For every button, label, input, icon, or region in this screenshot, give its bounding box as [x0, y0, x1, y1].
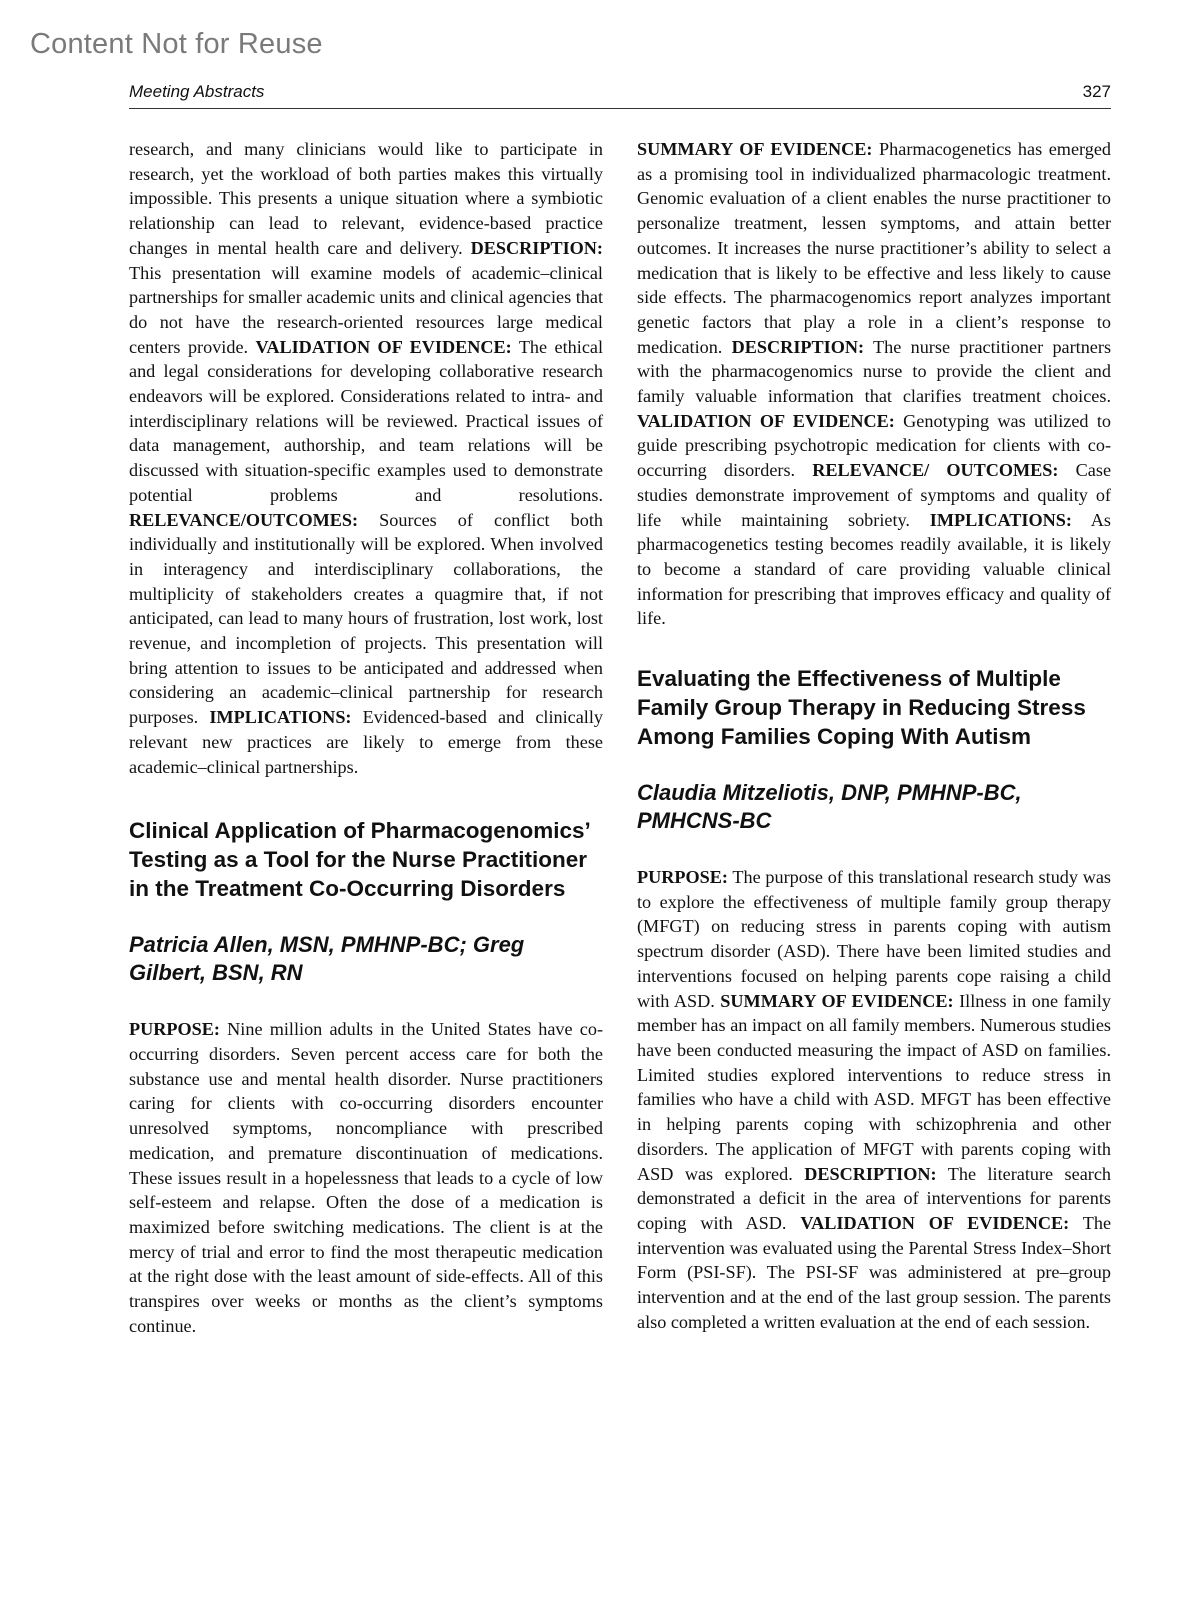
description-text: This presentation will examine models of academic–clinical partnerships for smaller academic units and clinical agencies that do not have the research-oriented resources large medical centers provide.	[129, 262, 603, 357]
abstract-2-continued-body	[637, 137, 1111, 631]
validation-text: The ethical and legal considerations for developing collaborative research endeavors will be explored. Considerations related to intra- and interdisciplinary relations will be reviewed. Practical issues of data management, authorship, and team relations will be discussed with situation-specific examples used to demonstrate potential problems and resolutions.	[129, 336, 604, 505]
journal-name: Meeting Abstracts	[129, 82, 265, 101]
implications-label: IMPLICATIONS:	[209, 707, 352, 728]
validation-text: The intervention was evaluated using the Parental Stress Index–Short Form (PSI-SF). The PSI-SF was administered at pre–group intervention and at the end of the last group session. The parents also completed a written evaluation at the end of each session.	[637, 1212, 1112, 1332]
summary-text: Pharmacogenetics has emerged as a promising tool in individualized pharmacologic treatment. Genomic evaluation of a client enables the nurse practitioner to personalize treatment, lessen symptoms, and attain better outcomes. It increases the nurse practitioner’s ability to select a medication that is likely to be effective and less likely to cause side effects. The pharmacogenomics report analyzes important genetic factors that play a role in a client’s response to medication.	[637, 139, 1111, 357]
article-authors: Claudia Mitzeliotis, DNP, PMHNP-BC, PMHCNS-BC	[637, 780, 1022, 834]
continued-text: research, and many clinicians would like to participate in research, yet the workload of both parties makes this virtually impossible. This presents a unique situation where a symbiotic relationship can lead to relevant, evidence-based practice changes in mental health care and delivery.	[129, 139, 603, 258]
running-head	[129, 80, 1111, 109]
relevance-text: Sources of conflict both individually and institutionally will be explored. When involved in interagency and interdisciplinary collaborations, the multiplicity of stakeholders creates a quagmire that, if not anticipated, can lead to many hours of frustration, lost work, lost revenue, and incompletion of projects. This presentation will bring attention to issues to be anticipated and addressed when considering an academic–clinical partnership for research purposes.	[129, 509, 603, 728]
article-title: Evaluating the Effectiveness of Multiple Family Group Therapy in Reducing Stress Among Families Coping With Autism	[637, 666, 1086, 750]
implications-label: IMPLICATIONS:	[929, 509, 1072, 530]
summary-label: SUMMARY OF EVIDENCE:	[720, 990, 954, 1011]
article-authors: Patricia Allen, MSN, PMHNP-BC; Greg Gilbert, BSN, RN	[129, 932, 525, 986]
relevance-label: RELEVANCE/OUTCOMES:	[129, 509, 359, 530]
summary-label: SUMMARY OF EVIDENCE:	[637, 139, 873, 159]
validation-label: VALIDATION OF EVIDENCE:	[800, 1212, 1070, 1233]
left-column	[129, 137, 603, 1338]
abstract-1-body	[129, 137, 603, 779]
summary-text: Illness in one family member has an impact on all family members. Numerous studies have been conducted measuring the impact of ASD on families. Limited studies explored interventions to reduce stress in families who have a child with ASD. MFGT has been effective in helping parents coping with schizophrenia and other disorders. The application of MFGT with parents coping with ASD was explored.	[637, 990, 1112, 1184]
purpose-text: The purpose of this translational research study was to explore the effectiveness of multiple family group therapy (MFGT) on reducing stress in parents coping with autism spectrum disorder (ASD). There have been limited studies and interventions focused on helping parents cope raising a child with ASD.	[637, 867, 1111, 1011]
relevance-label: RELEVANCE/ OUTCOMES:	[812, 460, 1059, 481]
description-label: DESCRIPTION:	[731, 336, 865, 357]
watermark: Content Not for Reuse	[30, 28, 323, 60]
page-number: 327	[1082, 82, 1111, 101]
description-text: The nurse practitioner partners with the pharmacogenomics nurse to provide the client and family valuable information that clarifies treatment choices.	[637, 336, 1112, 407]
validation-text: Genotyping was utilized to guide prescribing psychotropic medication for clients with co-occurring disorders.	[637, 410, 1112, 481]
description-label: DESCRIPTION:	[470, 237, 603, 258]
article-title: Clinical Application of Pharmacogenomics’ Testing as a Tool for the Nurse Practitioner in the Treatment Co-Occurring Disorders	[129, 818, 590, 902]
purpose-label: PURPOSE:	[637, 867, 728, 888]
validation-label: VALIDATION OF EVIDENCE:	[255, 336, 512, 357]
description-text: The literature search demonstrated a deficit in the area of interventions for parents coping with ASD.	[637, 1163, 1111, 1233]
abstract-3-body	[637, 865, 1111, 1334]
implications-text: Evidenced-based and clinically relevant new practices are likely to emerge from these academic–clinical partnerships.	[129, 707, 604, 777]
description-label: DESCRIPTION:	[804, 1163, 937, 1184]
abstract-2-body	[129, 1017, 603, 1338]
purpose-label: PURPOSE:	[129, 1019, 220, 1040]
relevance-text: Case studies demonstrate improvement of symptoms and quality of life while maintaining sobriety.	[637, 460, 1112, 530]
purpose-text: Nine million adults in the United States have co-occurring disorders. Seven percent access care for both the substance use and mental health disorder. Nurse practitioners caring for clients with co-occurring disorders encounter unresolved symptoms, noncompliance with prescribed medication, and premature discontinuation of medications. These issues result in a hopelessness that leads to a cycle of low self-esteem and relapse. Often the dose of a medication is maximized before switching medications. The client is at the mercy of trial and error to find the most therapeutic medication at the right dose with the least amount of side-effects. All of this transpires over weeks or months as the client’s symptoms continue.	[129, 1019, 604, 1336]
implications-text: As pharmacogenetics testing becomes readily available, it is likely to become a standard of care providing valuable clinical information for prescribing that improves efficacy and quality of life.	[637, 509, 1111, 629]
validation-label: VALIDATION OF EVIDENCE:	[637, 410, 895, 431]
right-column	[637, 137, 1111, 1334]
